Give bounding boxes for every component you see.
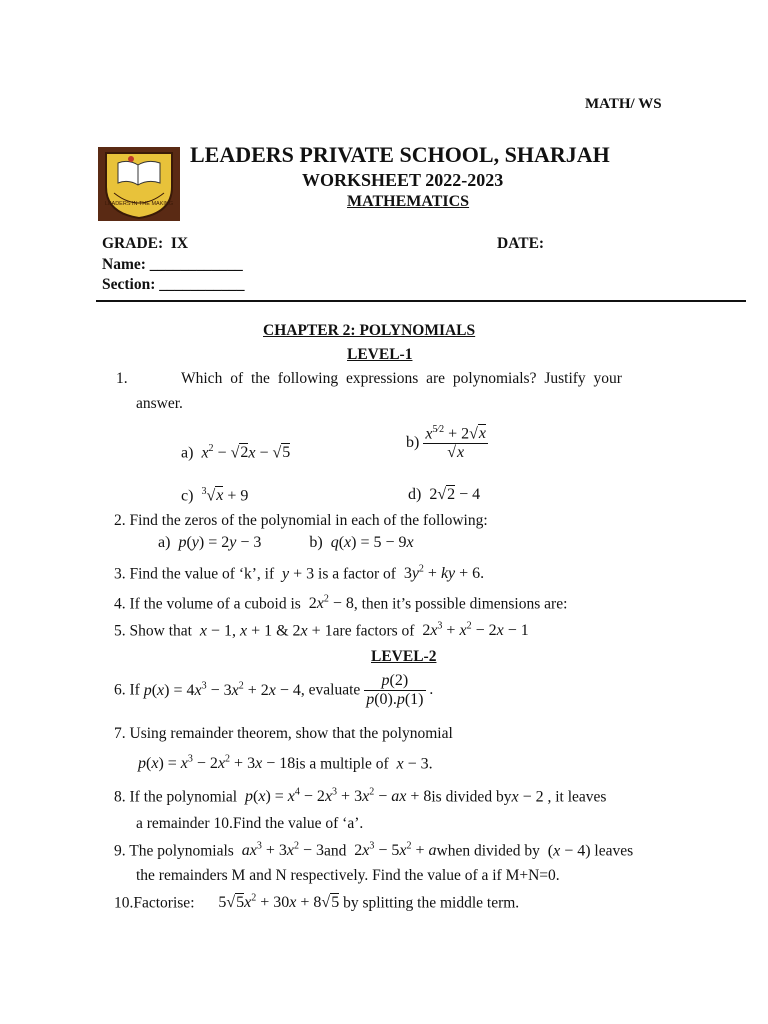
q3-pre: 3. Find the value of ‘k’, if [114,565,275,583]
q9-mid: when divided by [436,842,540,860]
subject-title: MATHEMATICS [347,193,470,210]
school-logo [98,147,180,221]
chapter-title: CHAPTER 2: POLYNOMIALS [263,322,476,339]
q4-row: 4. If the volume of a cuboid is $2x^2 - 8$, then it’s possible dimensions are: [114,594,568,613]
q6-mid: , evaluate [300,681,361,699]
q7-mid: is a multiple of [295,755,389,773]
date-label: DATE: [497,235,545,252]
q1-c-label: c) [181,487,194,505]
q8-post: , it leaves [547,788,607,806]
q1-a-label: a) [181,444,194,462]
q1-option-c: c) $^3$√x + 9 [181,486,249,505]
logo-motto: LEADERS IN THE MAKING [104,201,174,207]
q1-option-d: d) 2√2 − 4 [408,486,481,503]
q1-b-label: b) [406,434,420,452]
q2-a-label: a) [158,534,171,551]
grade-label: GRADE: IX [102,235,189,252]
q9-row: 9. The polynomials $ax^3 + 3x^2 - 3and$ $2x^3 - 5x^2$ + awhen divided by (x − 4) leaves [114,841,634,860]
header-divider [96,300,746,302]
book-emblem-icon [98,147,180,221]
q6-pre: 6. If [114,681,140,699]
q7-row: $p(x) = x^3 - 2x^2 + 3x - 18is$ a multiple of x − 3. [138,754,433,773]
q9-pre: 9. The polynomials [114,842,234,860]
q1-text: Which of the following expressions are polynomials? Justify your [181,370,622,387]
q8-mid: is divided by [431,788,512,806]
q8-row: 8. If the polynomial $p(x) = x^4 - 2x^3 + 3x^2$ − ax + 8is divided byx − 2 , it leaves [114,787,607,806]
q5-pre: 5. Show that [114,622,192,640]
q4-post: , then it’s possible dimensions are: [353,595,568,613]
q2-options: a) p(y) = 2y − 3 b) q(x) = 5 − 9x [158,534,414,551]
q1-d-label: d) [408,486,422,503]
q9-and: and [324,842,347,860]
q2-b-label: b) [309,534,323,551]
level-2-heading: LEVEL-2 [371,648,437,665]
q8-text-2: a remainder 10.Find the value of ‘a’. [136,815,364,832]
name-field: Name: ____________ [102,256,243,273]
q1-option-b: b) $\frac{x^{5⁄2} + 2√x}{√x}$ [406,424,487,462]
q4-pre: 4. If the volume of a cuboid is [114,595,301,613]
q9-text-2: the remainders M and N respectively. Find the value of a if M+N=0. [136,867,560,884]
q5-mid: are factors of [332,622,415,640]
q3-row: 3. Find the value of ‘k’, if y + 3 is a factor of $3y^2$ + ky + 6. [114,564,485,583]
section-field: Section: ___________ [102,276,245,293]
q8-pre: 8. If the polynomial [114,788,238,806]
q3-mid: is a factor of [318,565,396,583]
school-name: LEADERS PRIVATE SCHOOL, SHARJAH [190,142,610,167]
q5-row: 5. Show that x − 1, x + 1 & 2x + 1are factors of $2x^3 + x^2 - 2x - 1$ [114,621,529,640]
q7-text: 7. Using remainder theorem, show that the polynomial [114,725,453,742]
q1-number: 1. [116,370,128,387]
worksheet-title: WORKSHEET 2022-2023 [302,170,504,190]
q6-row: 6. If $p(x) = 4x^3 - 3x^2 + 2x - 4$, evaluate $\frac{p(2)}{p(0).p(1)}$ . [114,672,434,708]
q10-post: by splitting the middle term. [343,894,520,912]
worksheet-code: MATH/ WS [585,96,662,112]
level-1-heading: LEVEL-1 [347,346,413,363]
q10-pre: 10.Factorise: [114,894,195,912]
q9-post: leaves [594,842,634,860]
q2-text: 2. Find the zeros of the polynomial in each of the following: [114,512,488,529]
q1-text-2: answer. [136,395,183,412]
q1-option-a: a) $x^2 - √2x - √5$ [181,443,291,462]
q10-row: 10.Factorise: $5√5x^2 + 30x + 8√5$ by splitting the middle term. [114,893,520,912]
